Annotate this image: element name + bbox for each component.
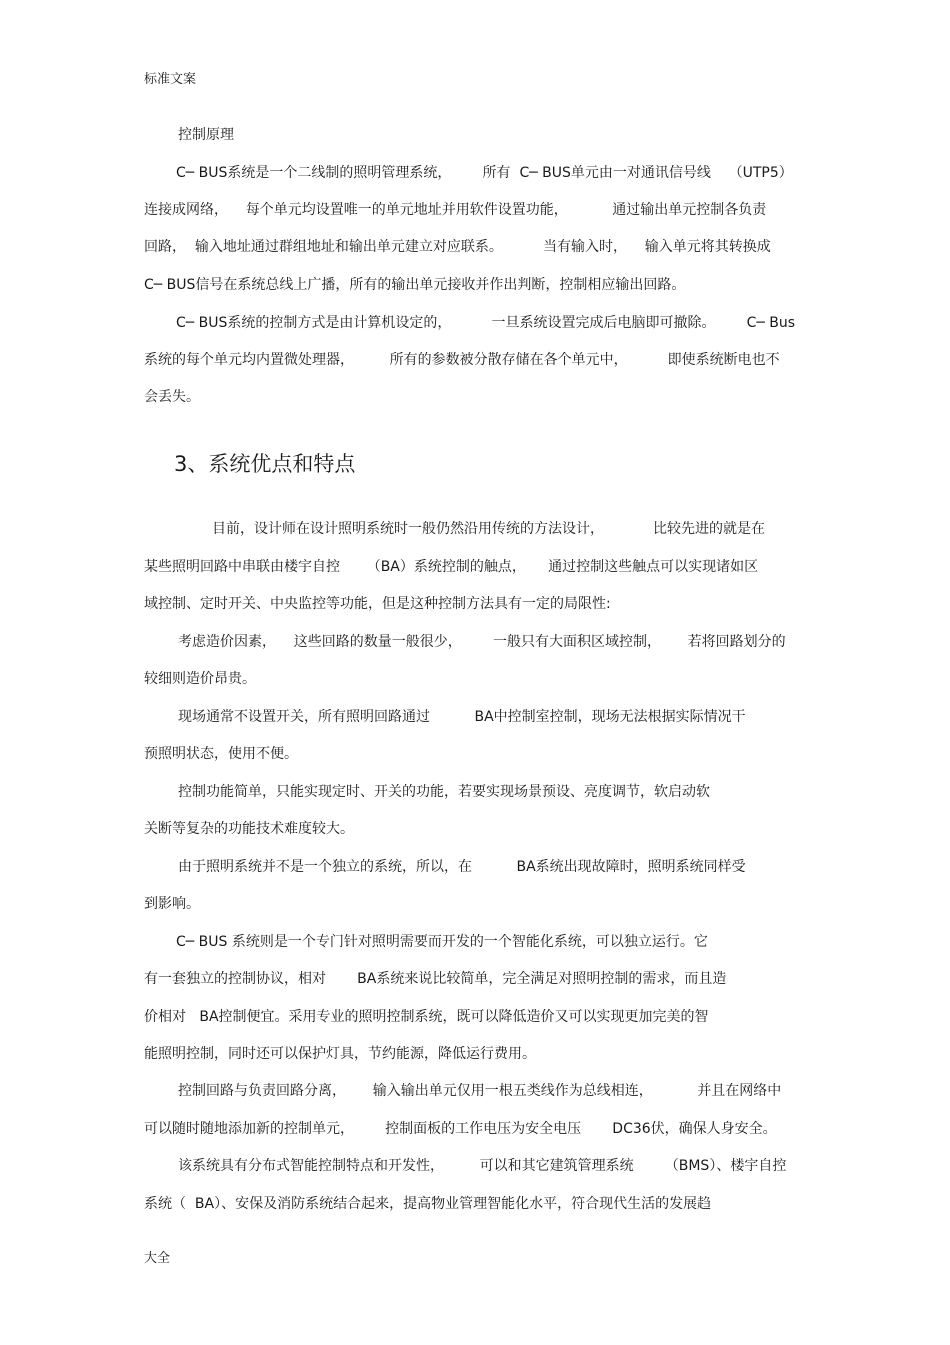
- section-title-control-principle: 控制原理: [178, 127, 234, 143]
- text-line: 到影响。: [144, 896, 200, 912]
- text-line: 可以随时随地添加新的控制单元， 控制面板的工作电压为安全电压 DC36伏，确保人身安全。: [144, 1121, 777, 1137]
- text-line: C─ BUS系统是一个二线制的照明管理系统， 所有 C─ BUS单元由一对通讯信号线 （UTP5）: [176, 165, 793, 181]
- page-footer: 大全: [144, 1251, 171, 1266]
- text-line: 域控制、定时开关、中央监控等功能，但是这种控制方法具有一定的局限性:: [144, 596, 611, 612]
- text-line: 系统（ BA）、安保及消防系统结合起来，提高物业管理智能化水平，符合现代生活的发展趋: [144, 1196, 712, 1212]
- section-heading-advantages: 3、系统优点和特点: [174, 452, 356, 476]
- text-line: 价相对 BA控制便宜。采用专业的照明控制系统，既可以降低造价又可以实现更加完美的智: [144, 1009, 709, 1025]
- text-line: 考虑造价因素， 这些回路的数量一般很少， 一般只有大面积区域控制， 若将回路划分的: [178, 634, 786, 650]
- text-line: C─ BUS系统的控制方式是由计算机设定的， 一旦系统设置完成后电脑即可撤除。 C─ Bus: [176, 315, 796, 331]
- text-line: 会丢失。: [144, 389, 200, 405]
- text-line: 该系统具有分布式智能控制特点和开发性， 可以和其它建筑管理系统 （BMS）、楼宇自控: [178, 1158, 787, 1174]
- text-line: 现场通常不设置开关，所有照明回路通过 BA中控制室控制，现场无法根据实际情况干: [178, 709, 746, 725]
- text-line: 由于照明系统并不是一个独立的系统，所以，在 BA系统出现故障时，照明系统同样受: [178, 859, 746, 875]
- text-line: 系统的每个单元均内置微处理器， 所有的参数被分散存储在各个单元中， 即使系统断电也不: [144, 352, 780, 368]
- text-line: 较细则造价昂贵。: [144, 671, 256, 687]
- text-line: C─ BUS信号在系统总线上广播，所有的输出单元接收并作出判断，控制相应输出回路。: [144, 277, 686, 293]
- text-line: 预照明状态，使用不便。: [144, 746, 298, 762]
- text-line: C─ BUS 系统则是一个专门针对照明需要而开发的一个智能化系统，可以独立运行。它: [176, 934, 708, 950]
- text-line: 连接成网络， 每个单元均设置唯一的单元地址并用软件设置功能， 通过输出单元控制各负责: [144, 202, 767, 218]
- text-line: 控制回路与负责回路分离， 输入输出单元仅用一根五类线作为总线相连， 并且在网络中: [178, 1083, 782, 1099]
- text-line: 某些照明回路中串联由楼宇自控 （BA）系统控制的触点， 通过控制这些触点可以实现诸如区: [144, 559, 759, 575]
- text-line: 关断等复杂的功能技术难度较大。: [144, 821, 354, 837]
- text-line: 控制功能简单，只能实现定时、开关的功能，若要实现场景预设、亮度调节，软启动软: [178, 784, 710, 800]
- text-line: 有一套独立的控制协议，相对 BA系统来说比较简单，完全满足对照明控制的需求，而且造: [144, 971, 727, 987]
- page-header: 标准文案: [144, 72, 197, 87]
- text-line: 回路， 输入地址通过群组地址和输出单元建立对应联系。 当有输入时， 输入单元将其转换成: [144, 239, 771, 255]
- text-line: 能照明控制，同时还可以保护灯具，节约能源，降低运行费用。: [144, 1046, 536, 1062]
- text-line: 目前，设计师在设计照明系统时一般仍然沿用传统的方法设计， 比较先进的就是在: [212, 521, 765, 537]
